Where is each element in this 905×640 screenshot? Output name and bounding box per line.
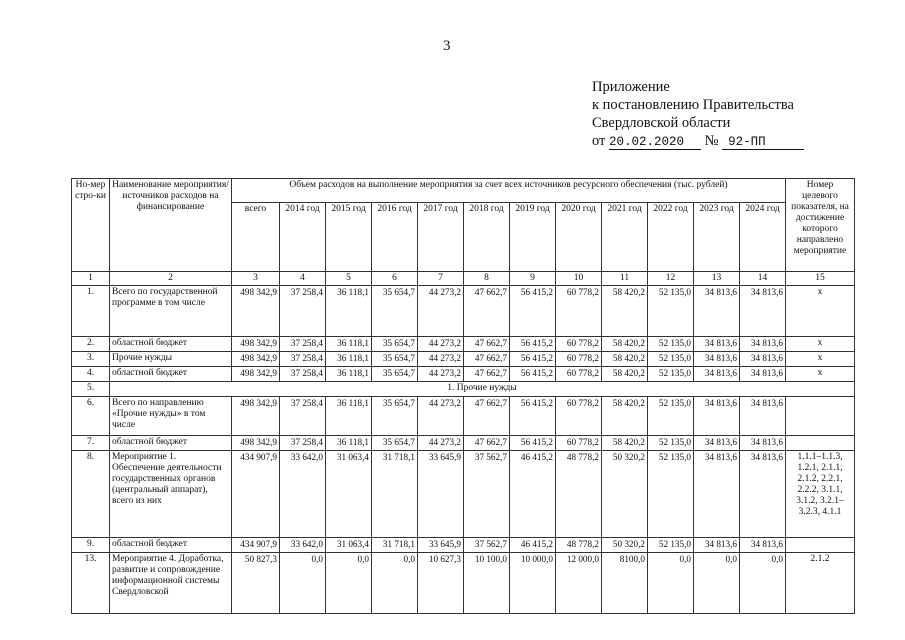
row-value: 37 258,4 xyxy=(280,367,326,382)
column-number: 14 xyxy=(740,272,786,286)
row-name: Мероприятие 4. Доработка, развитие и сопровождение информационной системы Свердловской xyxy=(110,553,232,614)
row-value: 47 662,7 xyxy=(464,367,510,382)
expenses-table xyxy=(71,178,855,614)
row-value: 34 813,6 xyxy=(740,286,786,337)
row-value: 60 778,2 xyxy=(556,397,602,436)
row-value: 37 562,7 xyxy=(464,451,510,538)
header-year: 2023 год xyxy=(694,202,740,272)
row-value: 34 813,6 xyxy=(694,286,740,337)
header-row-no: Но-мер стро-ки xyxy=(72,179,110,272)
row-value: 52 135,0 xyxy=(648,451,694,538)
row-value: 47 662,7 xyxy=(464,397,510,436)
row-value: 37 258,4 xyxy=(280,352,326,367)
row-value: 58 420,2 xyxy=(602,352,648,367)
row-value: 498 342,9 xyxy=(232,367,280,382)
table-row xyxy=(72,286,855,337)
row-value: 33 642,0 xyxy=(280,538,326,553)
row-value: 10 627,3 xyxy=(418,553,464,614)
row-value: 0,0 xyxy=(372,553,418,614)
row-value: 498 342,9 xyxy=(232,337,280,352)
row-value: 58 420,2 xyxy=(602,367,648,382)
row-value: 10 100,0 xyxy=(464,553,510,614)
row-value: 47 662,7 xyxy=(464,337,510,352)
row-value: 52 135,0 xyxy=(648,286,694,337)
row-value: 46 415,2 xyxy=(510,538,556,553)
row-value: 50 320,2 xyxy=(602,451,648,538)
row-value: 36 118,1 xyxy=(326,286,372,337)
row-value: 48 778,2 xyxy=(556,451,602,538)
row-value: 36 118,1 xyxy=(326,352,372,367)
row-value: 34 813,6 xyxy=(694,337,740,352)
row-value: 37 258,4 xyxy=(280,337,326,352)
table-row xyxy=(72,553,855,614)
from-label: от xyxy=(592,133,606,149)
row-number: 7. xyxy=(72,436,110,451)
row-target xyxy=(786,397,855,436)
column-number-row xyxy=(72,272,855,286)
column-number: 9 xyxy=(510,272,556,286)
row-value: 58 420,2 xyxy=(602,337,648,352)
row-value: 434 907,9 xyxy=(232,451,280,538)
row-value: 35 654,7 xyxy=(372,337,418,352)
row-value: 60 778,2 xyxy=(556,337,602,352)
table-row xyxy=(72,451,855,538)
header-year: 2020 год xyxy=(556,202,602,272)
column-number: 4 xyxy=(280,272,326,286)
row-value: 34 813,6 xyxy=(694,538,740,553)
row-value: 35 654,7 xyxy=(372,367,418,382)
column-number: 6 xyxy=(372,272,418,286)
row-value: 12 000,0 xyxy=(556,553,602,614)
row-target: x xyxy=(786,337,855,352)
row-number: 9. xyxy=(72,538,110,553)
row-value: 34 813,6 xyxy=(740,352,786,367)
row-value: 0,0 xyxy=(648,553,694,614)
row-value: 10 000,0 xyxy=(510,553,556,614)
row-value: 35 654,7 xyxy=(372,352,418,367)
row-value: 44 273,2 xyxy=(418,367,464,382)
table-row xyxy=(72,538,855,553)
row-name: областной бюджет xyxy=(110,367,232,382)
column-number: 8 xyxy=(464,272,510,286)
row-value: 434 907,9 xyxy=(232,538,280,553)
row-target xyxy=(786,436,855,451)
row-target: 2.1.2 xyxy=(786,553,855,614)
row-value: 498 342,9 xyxy=(232,436,280,451)
header-year: 2019 год xyxy=(510,202,556,272)
row-value: 48 778,2 xyxy=(556,538,602,553)
row-value: 33 645,9 xyxy=(418,538,464,553)
row-value: 35 654,7 xyxy=(372,436,418,451)
row-number: 3. xyxy=(72,352,110,367)
column-number: 3 xyxy=(232,272,280,286)
column-number: 1 xyxy=(72,272,110,286)
row-value: 37 258,4 xyxy=(280,397,326,436)
row-number: 8. xyxy=(72,451,110,538)
row-value: 44 273,2 xyxy=(418,352,464,367)
row-value: 498 342,9 xyxy=(232,397,280,436)
row-value: 34 813,6 xyxy=(740,436,786,451)
row-value: 52 135,0 xyxy=(648,337,694,352)
table-row xyxy=(72,352,855,367)
row-value: 31 718,1 xyxy=(372,451,418,538)
row-target: x xyxy=(786,367,855,382)
row-value: 34 813,6 xyxy=(694,436,740,451)
row-value: 34 813,6 xyxy=(694,451,740,538)
row-value: 31 063,4 xyxy=(326,538,372,553)
table-row xyxy=(72,382,855,397)
row-value: 36 118,1 xyxy=(326,436,372,451)
approval-date-line xyxy=(592,132,804,150)
approval-line-2: к постановлению Правительства xyxy=(592,97,794,113)
row-value: 44 273,2 xyxy=(418,286,464,337)
header-row-1 xyxy=(72,179,855,203)
row-target: 1.1.1–1.1.3, 1.2.1, 2.1.1, 2.1.2, 2.2.1, 2.2.2, 3.1.1, 3.1.2, 3.2.1–3.2.3, 4.1.1 xyxy=(786,451,855,538)
row-target: x xyxy=(786,286,855,337)
row-value: 46 415,2 xyxy=(510,451,556,538)
row-number: 6. xyxy=(72,397,110,436)
row-number: 13. xyxy=(72,553,110,614)
row-value: 498 342,9 xyxy=(232,352,280,367)
row-value: 34 813,6 xyxy=(740,337,786,352)
table-row xyxy=(72,367,855,382)
column-number: 12 xyxy=(648,272,694,286)
row-value: 36 118,1 xyxy=(326,397,372,436)
table-row xyxy=(72,337,855,352)
row-value: 33 642,0 xyxy=(280,451,326,538)
row-value: 60 778,2 xyxy=(556,367,602,382)
row-value: 58 420,2 xyxy=(602,436,648,451)
header-target: Номер целевого показателя, на достижение которого направлено мероприятие xyxy=(786,179,855,272)
row-name: Всего по направлению «Прочие нужды» в том числе xyxy=(110,397,232,436)
approval-date: 20.02.2020 xyxy=(609,135,701,150)
section-title: 1. Прочие нужды xyxy=(110,382,855,397)
row-value: 56 415,2 xyxy=(510,367,556,382)
table-row xyxy=(72,397,855,436)
row-name: Всего по государственной программе в том числе xyxy=(110,286,232,337)
row-value: 52 135,0 xyxy=(648,397,694,436)
row-value: 34 813,6 xyxy=(740,397,786,436)
column-number: 13 xyxy=(694,272,740,286)
header-year: 2017 год xyxy=(418,202,464,272)
row-name: областной бюджет xyxy=(110,538,232,553)
row-value: 0,0 xyxy=(694,553,740,614)
row-value: 60 778,2 xyxy=(556,436,602,451)
column-number: 2 xyxy=(110,272,232,286)
row-name: областной бюджет xyxy=(110,337,232,352)
row-value: 52 135,0 xyxy=(648,367,694,382)
table-row xyxy=(72,436,855,451)
row-value: 36 118,1 xyxy=(326,337,372,352)
row-value: 56 415,2 xyxy=(510,436,556,451)
row-value: 36 118,1 xyxy=(326,367,372,382)
column-number: 15 xyxy=(786,272,855,286)
row-name: Мероприятие 1. Обеспечение деятельности государственных органов (центральный аппарат), всего из них xyxy=(110,451,232,538)
page-number: 3 xyxy=(443,38,451,54)
row-target xyxy=(786,538,855,553)
row-value: 33 645,9 xyxy=(418,451,464,538)
row-target: x xyxy=(786,352,855,367)
row-value: 31 718,1 xyxy=(372,538,418,553)
row-number: 5. xyxy=(72,382,110,397)
number-label: № xyxy=(704,133,719,149)
row-value: 34 813,6 xyxy=(694,352,740,367)
row-value: 47 662,7 xyxy=(464,436,510,451)
header-year: 2021 год xyxy=(602,202,648,272)
row-number: 4. xyxy=(72,367,110,382)
row-value: 34 813,6 xyxy=(694,397,740,436)
header-year: 2024 год xyxy=(740,202,786,272)
header-volume: Объем расходов на выполнение мероприятия за счет всех источников ресурсного обеспечения (тыс. рублей) xyxy=(232,179,786,203)
header-year: 2018 год xyxy=(464,202,510,272)
row-value: 47 662,7 xyxy=(464,352,510,367)
row-value: 34 813,6 xyxy=(740,367,786,382)
row-value: 60 778,2 xyxy=(556,352,602,367)
row-value: 44 273,2 xyxy=(418,337,464,352)
column-number: 10 xyxy=(556,272,602,286)
row-value: 52 135,0 xyxy=(648,436,694,451)
column-number: 5 xyxy=(326,272,372,286)
header-total: всего xyxy=(232,202,280,272)
approval-block xyxy=(592,78,804,150)
approval-line-1: Приложение xyxy=(592,79,670,95)
row-value: 60 778,2 xyxy=(556,286,602,337)
approval-number: 92-ПП xyxy=(722,135,804,150)
row-value: 50 827,3 xyxy=(232,553,280,614)
row-value: 52 135,0 xyxy=(648,538,694,553)
row-value: 44 273,2 xyxy=(418,397,464,436)
header-year: 2014 год xyxy=(280,202,326,272)
column-number: 11 xyxy=(602,272,648,286)
row-value: 34 813,6 xyxy=(740,451,786,538)
row-value: 37 258,4 xyxy=(280,286,326,337)
header-year: 2016 год xyxy=(372,202,418,272)
approval-line-3: Свердловской области xyxy=(592,115,731,131)
row-value: 37 562,7 xyxy=(464,538,510,553)
row-number: 2. xyxy=(72,337,110,352)
row-value: 56 415,2 xyxy=(510,352,556,367)
header-name: Наименование мероприятия/источников расходов на финансирование xyxy=(110,179,232,272)
row-value: 50 320,2 xyxy=(602,538,648,553)
row-value: 37 258,4 xyxy=(280,436,326,451)
row-value: 35 654,7 xyxy=(372,286,418,337)
header-year: 2015 год xyxy=(326,202,372,272)
row-name: Прочие нужды xyxy=(110,352,232,367)
row-value: 56 415,2 xyxy=(510,397,556,436)
row-value: 58 420,2 xyxy=(602,397,648,436)
row-value: 34 813,6 xyxy=(740,538,786,553)
row-value: 52 135,0 xyxy=(648,352,694,367)
row-value: 58 420,2 xyxy=(602,286,648,337)
row-number: 1. xyxy=(72,286,110,337)
row-name: областной бюджет xyxy=(110,436,232,451)
row-value: 56 415,2 xyxy=(510,337,556,352)
row-value: 0,0 xyxy=(280,553,326,614)
row-value: 47 662,7 xyxy=(464,286,510,337)
row-value: 0,0 xyxy=(326,553,372,614)
column-number: 7 xyxy=(418,272,464,286)
row-value: 44 273,2 xyxy=(418,436,464,451)
row-value: 498 342,9 xyxy=(232,286,280,337)
row-value: 34 813,6 xyxy=(694,367,740,382)
row-value: 31 063,4 xyxy=(326,451,372,538)
row-value: 8100,0 xyxy=(602,553,648,614)
header-year: 2022 год xyxy=(648,202,694,272)
row-value: 35 654,7 xyxy=(372,397,418,436)
row-value: 0,0 xyxy=(740,553,786,614)
row-value: 56 415,2 xyxy=(510,286,556,337)
